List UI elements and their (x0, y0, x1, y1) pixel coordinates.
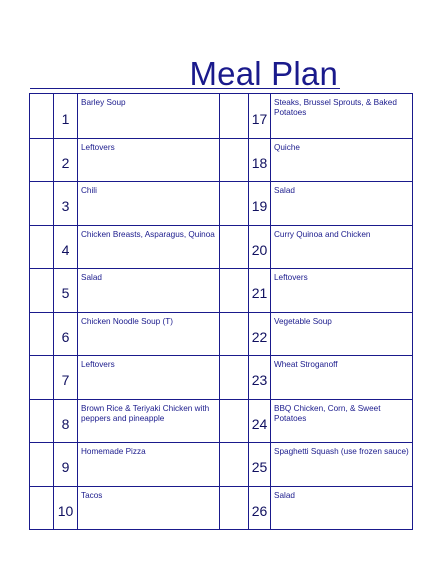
title-underline (30, 50, 340, 92)
blank-cell (220, 400, 249, 443)
meal-entry: Homemade Pizza (78, 443, 220, 486)
meal-entry: Tacos (78, 487, 220, 530)
table-row (30, 268, 412, 312)
day-number: 2 (54, 139, 78, 182)
meal-entry: Spaghetti Squash (use frozen sauce) (274, 447, 409, 456)
meal-entry: Brown Rice & Teriyaki Chicken with peppers and pineapple (78, 400, 220, 443)
day-number: 10 (54, 487, 78, 530)
table-row (30, 486, 412, 530)
blank-cell (220, 313, 249, 356)
day-number: 25 (249, 443, 271, 486)
meal-entry: Vegetable Soup (274, 316, 332, 326)
meal-entry: Salad (274, 186, 295, 195)
blank-cell (30, 226, 54, 269)
table-row (30, 355, 412, 399)
meal-entry: Salad (78, 269, 220, 312)
day-number: 4 (54, 226, 78, 269)
day-number: 22 (249, 313, 271, 356)
table-row (30, 138, 412, 182)
meal-entry: Leftovers (78, 139, 220, 182)
meal-entry: Quiche (274, 142, 300, 152)
meal-plan-table (29, 93, 413, 530)
day-number: 24 (249, 400, 271, 443)
blank-cell (220, 487, 249, 530)
meal-entry: Leftovers (274, 273, 308, 282)
day-number: 20 (249, 226, 271, 269)
table-row (30, 442, 412, 486)
page-title: Meal Plan (189, 55, 338, 92)
table-row (30, 312, 412, 356)
table-row (30, 181, 412, 225)
day-number: 1 (54, 94, 78, 138)
meal-entry: Steaks, Brussel Sprouts, & Baked Potatoes (274, 98, 397, 117)
table-row (30, 225, 412, 269)
blank-cell (30, 182, 54, 225)
blank-cell (220, 139, 249, 182)
day-number: 5 (54, 269, 78, 312)
meal-entry: Curry Quinoa and Chicken (274, 229, 371, 239)
blank-cell (30, 313, 54, 356)
meal-entry: Leftovers (78, 356, 220, 399)
meal-entry: Salad (274, 490, 295, 500)
blank-cell (220, 443, 249, 486)
blank-cell (30, 269, 54, 312)
blank-cell (30, 356, 54, 399)
day-number: 7 (54, 356, 78, 399)
table-row (30, 399, 412, 443)
meal-entry: BBQ Chicken, Corn, & Sweet Potatoes (274, 403, 381, 423)
day-number: 18 (249, 139, 271, 182)
meal-entry: Chili (78, 182, 220, 225)
blank-cell (30, 94, 54, 138)
day-number: 26 (249, 487, 271, 530)
day-number: 19 (249, 182, 271, 225)
blank-cell (30, 443, 54, 486)
day-number: 9 (54, 443, 78, 486)
day-number: 23 (249, 356, 271, 399)
day-number: 3 (54, 182, 78, 225)
day-number: 21 (249, 269, 271, 312)
blank-cell (30, 487, 54, 530)
meal-entry: Barley Soup (78, 94, 220, 138)
blank-cell (220, 94, 249, 138)
blank-cell (220, 226, 249, 269)
day-number: 8 (54, 400, 78, 443)
table-row (30, 94, 412, 138)
blank-cell (30, 139, 54, 182)
meal-entry: Chicken Breasts, Asparagus, Quinoa (78, 226, 220, 269)
day-number: 6 (54, 313, 78, 356)
meal-entry: Wheat Stroganoff (274, 360, 338, 369)
meal-entry: Chicken Noodle Soup (T) (78, 313, 220, 356)
blank-cell (30, 400, 54, 443)
blank-cell (220, 356, 249, 399)
blank-cell (220, 269, 249, 312)
blank-cell (220, 182, 249, 225)
day-number: 17 (249, 94, 271, 138)
